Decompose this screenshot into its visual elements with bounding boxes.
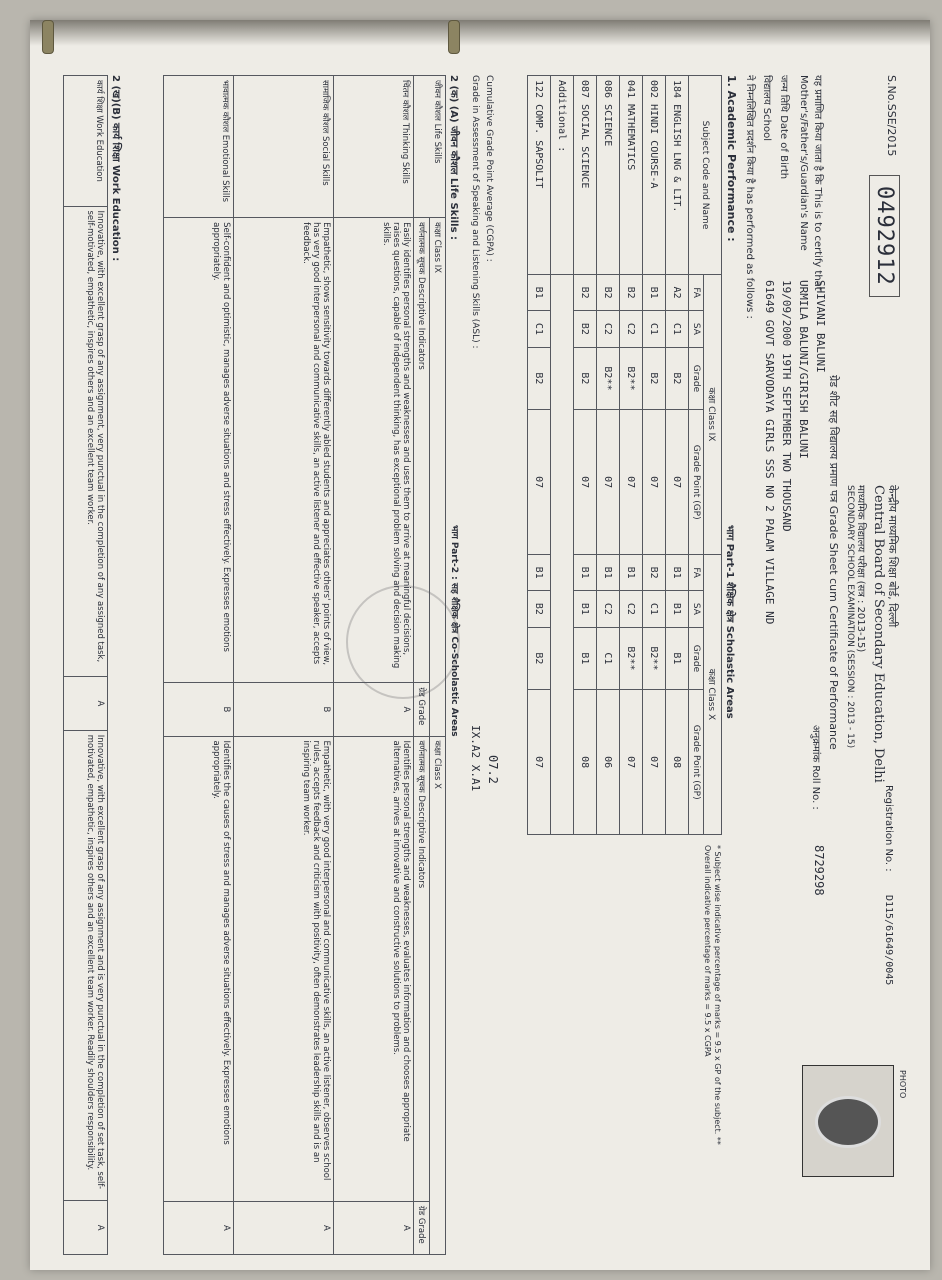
ix-fa-cell: A2 bbox=[666, 275, 689, 311]
life-skills-section: 2 (क) (A) जीवन कौशल Life Skills : bbox=[448, 75, 459, 241]
table-row bbox=[528, 76, 551, 835]
ix-gp-cell: 07 bbox=[597, 410, 620, 555]
x-sa-cell: B1 bbox=[666, 591, 689, 627]
skill-name: कार्य शिक्षा Work Education bbox=[64, 76, 108, 207]
empty-cell bbox=[551, 275, 574, 835]
grade-ix: A bbox=[334, 683, 414, 736]
date-of-birth: 19/09/2000 19TH SEPTEMBER TWO THOUSAND bbox=[780, 280, 793, 532]
skill-name: भावात्मक कौशल Emotional Skills bbox=[164, 76, 234, 218]
x-fa-cell: B1 bbox=[620, 554, 643, 590]
x-grade-cell: B1 bbox=[574, 627, 597, 690]
x-gp-cell: 06 bbox=[597, 690, 620, 835]
asl-label: Grade in Assessment of Speaking and Listening Skills (ASL) : bbox=[470, 75, 480, 349]
part2-title: भाग Part-2 : सह शैक्षिक क्षेत्र Co-Scholastic Areas bbox=[449, 525, 459, 737]
registration-number: D115/61649/0045 bbox=[883, 895, 894, 986]
certificate-title: ग्रेड शीट सह विद्यालय प्रमाण पत्र Grade Sheet cum Certificate of Performance bbox=[827, 375, 840, 750]
certify-label: यह प्रमाणित किया जाता है कि This is to certify that bbox=[812, 75, 823, 291]
descriptive-header: वर्णनात्मक सूचक Descriptive Indicators bbox=[414, 218, 430, 683]
grade-header: ग्रेड Grade bbox=[414, 683, 430, 736]
roll-label: अनुक्रमांक Roll No. : bbox=[810, 725, 821, 810]
student-photo bbox=[802, 1065, 907, 1177]
subject-cell: 041 MATHEMATICS bbox=[620, 76, 643, 275]
x-fa-cell: B1 bbox=[574, 554, 597, 590]
x-grade-cell: B1 bbox=[666, 627, 689, 690]
academic-header-row bbox=[704, 76, 722, 835]
descriptive-ix: Easily identifies personal strengths and weaknesses and uses them to arrive at meaningful decisions, raises questions, capable of independent thinking, has exceptional problem solving and decision making skills. bbox=[334, 218, 414, 683]
ix-fa-cell: B2 bbox=[574, 275, 597, 311]
x-fa-cell: B1 bbox=[666, 554, 689, 590]
grade-ix: A bbox=[64, 677, 108, 731]
grade-x: A bbox=[164, 1201, 234, 1254]
x-gp-cell: 08 bbox=[574, 690, 597, 835]
subject-cell: 002 HINDI COURSE-A bbox=[643, 76, 666, 275]
ix-gp-cell: 07 bbox=[528, 410, 551, 555]
life-skills-header-row bbox=[430, 76, 446, 1255]
x-sa-cell: C2 bbox=[597, 591, 620, 627]
additional-label: Additional : bbox=[551, 76, 574, 275]
binding-shadow bbox=[30, 20, 930, 46]
skill-header: जीवन कौशल Life Skills bbox=[414, 76, 446, 218]
grade-x: A bbox=[334, 1201, 414, 1254]
grade-header: ग्रेड Grade bbox=[414, 1201, 430, 1254]
table-row bbox=[597, 76, 620, 835]
photo-portrait bbox=[815, 1096, 881, 1148]
ix-grade-cell: B2 bbox=[528, 347, 551, 410]
ix-sa-cell: C2 bbox=[597, 311, 620, 347]
table-row bbox=[551, 76, 574, 835]
table-row bbox=[164, 76, 234, 1255]
descriptive-x: Identifies personal strengths and weaknesses, evaluates information and chooses appropriate alternatives, arrives at innovative and constructive solutions to problems. bbox=[334, 736, 414, 1201]
dob-label: जन्म तिथि Date of Birth bbox=[778, 75, 789, 180]
registration-label: Registration No. : bbox=[883, 785, 894, 872]
sa-header: SA bbox=[689, 311, 704, 347]
sa-header: SA bbox=[689, 591, 704, 627]
cgpa-value: 07.2 bbox=[486, 755, 500, 784]
sno-label: S.No.SSE/2015 bbox=[885, 75, 898, 157]
class-ix-header: कक्षा Class IX bbox=[430, 218, 446, 736]
exam-name-hindi: माध्यमिक विद्यालय परीक्षा (सत्र : 2013-15) bbox=[855, 485, 866, 653]
subject-cell: 086 SCIENCE bbox=[597, 76, 620, 275]
x-sa-cell: C2 bbox=[620, 591, 643, 627]
ix-gp-cell: 07 bbox=[666, 410, 689, 555]
academic-table bbox=[527, 75, 722, 835]
ix-fa-cell: B2 bbox=[597, 275, 620, 311]
life-skills-table bbox=[163, 75, 446, 1255]
subject-cell: 122 COMP. SAPSOLIT bbox=[528, 76, 551, 275]
class-ix-header: कक्षा Class IX bbox=[704, 275, 722, 555]
paper-sheet bbox=[30, 20, 930, 1270]
grade-notes: * Subject wise indicative percentage of marks = 9.5 x GP of the subject. ** Overall indicative percentage of marks = 9.5 x CGPA bbox=[703, 845, 722, 1145]
subject-header: Subject Code and Name bbox=[689, 76, 722, 275]
exam-name-english: SECONDARY SCHOOL EXAMINATION (SESSION : 2013 - 15) bbox=[845, 485, 855, 749]
life-skills-subheader-row bbox=[414, 76, 430, 1255]
x-fa-cell: B2 bbox=[643, 554, 666, 590]
grade-header: Grade bbox=[689, 627, 704, 690]
school-name: 61649 GOVT SARVODAYA GIRLS SSS NO 2 PALAM VILLAGE ND bbox=[763, 280, 776, 625]
ix-grade-cell: B2 bbox=[666, 347, 689, 410]
table-row bbox=[643, 76, 666, 835]
board-name-hindi: केन्द्रीय माध्यमिक शिक्षा बोर्ड, दिल्ली bbox=[886, 485, 899, 628]
x-grade-cell: B2** bbox=[620, 627, 643, 690]
x-sa-cell: C1 bbox=[643, 591, 666, 627]
x-grade-cell: C1 bbox=[597, 627, 620, 690]
descriptive-x: Identifies the causes of stress and manages adverse situations effectively. Expresses emotions appropriately. bbox=[164, 736, 234, 1201]
ix-fa-cell: B1 bbox=[643, 275, 666, 311]
descriptive-x: Innovative, with excellent grasp of any assignment and is very punctual in the completion of set task, self-motivated, empathetic, inspires others and an excellent team worker. Readily shoulders responsibility. bbox=[64, 730, 108, 1201]
roll-number: 8729298 bbox=[812, 845, 826, 896]
ix-grade-cell: B2** bbox=[597, 347, 620, 410]
x-gp-cell: 07 bbox=[620, 690, 643, 835]
x-fa-cell: B1 bbox=[597, 554, 620, 590]
photo-label: PHOTO bbox=[898, 1070, 907, 1099]
grade-ix: B bbox=[234, 683, 334, 736]
ix-grade-cell: B2 bbox=[574, 347, 597, 410]
class-x-header: कक्षा Class X bbox=[704, 554, 722, 834]
performed-text: ने निम्नलिखित प्रदर्शन किया है has performed as follows : bbox=[744, 75, 755, 319]
ix-sa-cell: B2 bbox=[574, 311, 597, 347]
descriptive-ix: Empathetic, shows sensitivity towards differently abled students and appreciates others' points of view, has very good interpersonal and communicative skills, an active listener and effective speaker, accepts feedback. bbox=[234, 218, 334, 683]
binder-ring-left bbox=[42, 20, 54, 54]
board-name-english: Central Board of Secondary Education, Delhi bbox=[871, 485, 886, 783]
serial-number: 0492912 bbox=[869, 175, 900, 297]
descriptive-ix: Innovative, with excellent grasp of any assignment, very punctual in the completion of any assigned task, self-motivated, empathetic, inspires others and an excellent team worker. bbox=[64, 206, 108, 677]
table-row bbox=[234, 76, 334, 1255]
academic-title: 1. Academic Performance : bbox=[725, 75, 738, 242]
ix-gp-cell: 07 bbox=[620, 410, 643, 555]
ix-gp-cell: 07 bbox=[574, 410, 597, 555]
ix-fa-cell: B1 bbox=[528, 275, 551, 311]
x-grade-cell: B2** bbox=[643, 627, 666, 690]
x-sa-cell: B1 bbox=[574, 591, 597, 627]
x-fa-cell: B1 bbox=[528, 554, 551, 590]
grade-sheet bbox=[60, 45, 907, 1270]
x-grade-cell: B2 bbox=[528, 627, 551, 690]
school-label: विद्यालय School bbox=[761, 75, 772, 141]
ix-gp-cell: 07 bbox=[643, 410, 666, 555]
work-education-section: 2 (ख)(B) कार्य शिक्षा Work Education : bbox=[110, 75, 121, 262]
grade-x: A bbox=[64, 1201, 108, 1255]
ix-sa-cell: C1 bbox=[666, 311, 689, 347]
subject-cell: 087 SOCIAL SCIENCE bbox=[574, 76, 597, 275]
x-sa-cell: B2 bbox=[528, 591, 551, 627]
table-row bbox=[64, 76, 108, 1255]
class-x-header: कक्षा Class X bbox=[430, 736, 446, 1254]
work-education-table bbox=[63, 75, 108, 1255]
table-row bbox=[574, 76, 597, 835]
subject-cell: 184 ENGLISH LNG & LIT. bbox=[666, 76, 689, 275]
skill-name: सामाजिक कौशल Social Skills bbox=[234, 76, 334, 218]
descriptive-header: वर्णनात्मक सूचक Descriptive Indicators bbox=[414, 736, 430, 1201]
ix-fa-cell: B2 bbox=[620, 275, 643, 311]
part1-title: भाग Part-1 शैक्षिक क्षेत्र Scholastic Areas bbox=[724, 525, 735, 719]
ix-sa-cell: C1 bbox=[643, 311, 666, 347]
grade-ix: B bbox=[164, 683, 234, 736]
x-gp-cell: 07 bbox=[643, 690, 666, 835]
table-row bbox=[620, 76, 643, 835]
grade-header: Grade bbox=[689, 347, 704, 410]
student-name: SHIVANI BALUNI bbox=[814, 280, 827, 373]
asl-value: IX.A2 X.A1 bbox=[469, 725, 482, 792]
ix-grade-cell: B2** bbox=[620, 347, 643, 410]
descriptive-ix: Self-confident and optimistic, manages adverse situations and stress effectively. Expresses emotions appropriately. bbox=[164, 218, 234, 683]
cgpa-label: Cumulative Grade Point Average (CGPA) : bbox=[484, 75, 494, 262]
parents-name: URMILA BALUNI/GIRISH BALUNI bbox=[797, 280, 810, 459]
skill-name: चिंतन कौशल Thinking Skills bbox=[334, 76, 414, 218]
parents-label: Mother's/Father's/Guardian's Name bbox=[798, 75, 809, 251]
x-gp-cell: 08 bbox=[666, 690, 689, 835]
table-row bbox=[666, 76, 689, 835]
gp-header: Grade Point (GP) bbox=[689, 410, 704, 555]
fa-header: FA bbox=[689, 554, 704, 590]
fa-header: FA bbox=[689, 275, 704, 311]
table-row bbox=[334, 76, 414, 1255]
gp-header: Grade Point (GP) bbox=[689, 690, 704, 835]
x-gp-cell: 07 bbox=[528, 690, 551, 835]
ix-grade-cell: B2 bbox=[643, 347, 666, 410]
descriptive-x: Empathetic, with very good interpersonal and communicative skills, an active listener, observes school rules, accepts feedback and criticism with positivity, often demonstrates leadership skills and is an inspiring team worker. bbox=[234, 736, 334, 1201]
grade-x: A bbox=[234, 1201, 334, 1254]
ix-sa-cell: C2 bbox=[620, 311, 643, 347]
ix-sa-cell: C1 bbox=[528, 311, 551, 347]
